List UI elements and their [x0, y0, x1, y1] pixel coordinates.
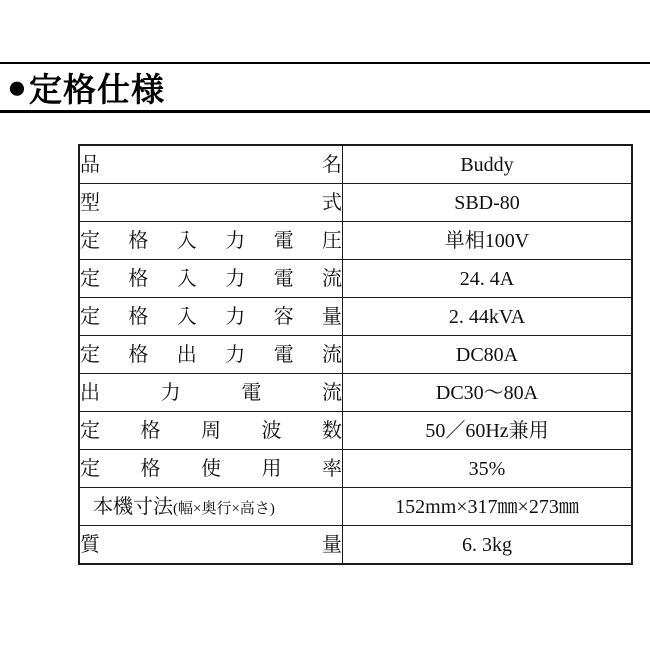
- spec-label-rated-input-voltage: 定格入力電圧: [79, 222, 343, 260]
- spec-value-product-name: Buddy: [343, 145, 633, 184]
- spec-label-mass: 質量: [79, 526, 343, 565]
- page-title-text: 定格仕様: [28, 70, 165, 108]
- spec-label-rated-input-current: 定格入力電流: [79, 260, 343, 298]
- spec-value-rated-frequency: 50／60Hz兼用: [343, 412, 633, 450]
- table-row: [79, 145, 632, 184]
- spec-label-rated-frequency: 定格周波数: [79, 412, 343, 450]
- spec-label-rated-input-capacity: 定格入力容量: [79, 298, 343, 336]
- spec-label-dimensions-note: (幅×奥行×高さ): [173, 500, 275, 517]
- spec-table: [78, 144, 633, 565]
- spec-label-rated-duty-cycle: 定格使用率: [79, 450, 343, 488]
- table-row: [79, 260, 632, 298]
- table-row: [79, 526, 632, 565]
- table-row: [79, 184, 632, 222]
- spec-value-rated-input-voltage: 単相100V: [343, 222, 633, 260]
- table-row: [79, 336, 632, 374]
- spec-label-model: 型式: [79, 184, 343, 222]
- table-row: [79, 222, 632, 260]
- table-row: [79, 488, 632, 526]
- spec-value-rated-duty-cycle: 35%: [343, 450, 633, 488]
- table-row: [79, 298, 632, 336]
- spec-label-product-name: 品名: [79, 145, 343, 184]
- spec-value-rated-input-current: 24. 4A: [343, 260, 633, 298]
- spec-label-output-current-range: 出力電流: [79, 374, 343, 412]
- spec-value-mass: 6. 3kg: [343, 526, 633, 565]
- heading-underline-divider: [0, 110, 650, 113]
- table-row: [79, 374, 632, 412]
- spec-label-rated-output-current: 定格出力電流: [79, 336, 343, 374]
- spec-value-model: SBD-80: [343, 184, 633, 222]
- spec-value-output-current-range: DC30～80A: [343, 374, 633, 412]
- spec-label-dimensions-main: 本機寸法: [93, 495, 173, 518]
- page-title: [7, 64, 165, 110]
- table-row: [79, 412, 632, 450]
- spec-value-rated-input-capacity: 2. 44kVA: [343, 298, 633, 336]
- spec-value-rated-output-current: DC80A: [343, 336, 633, 374]
- spec-label-dimensions: [79, 488, 343, 526]
- bullet-icon: ●: [7, 68, 28, 105]
- spec-value-dimensions: 152mm×317㎜×273㎜: [343, 488, 633, 526]
- table-row: [79, 450, 632, 488]
